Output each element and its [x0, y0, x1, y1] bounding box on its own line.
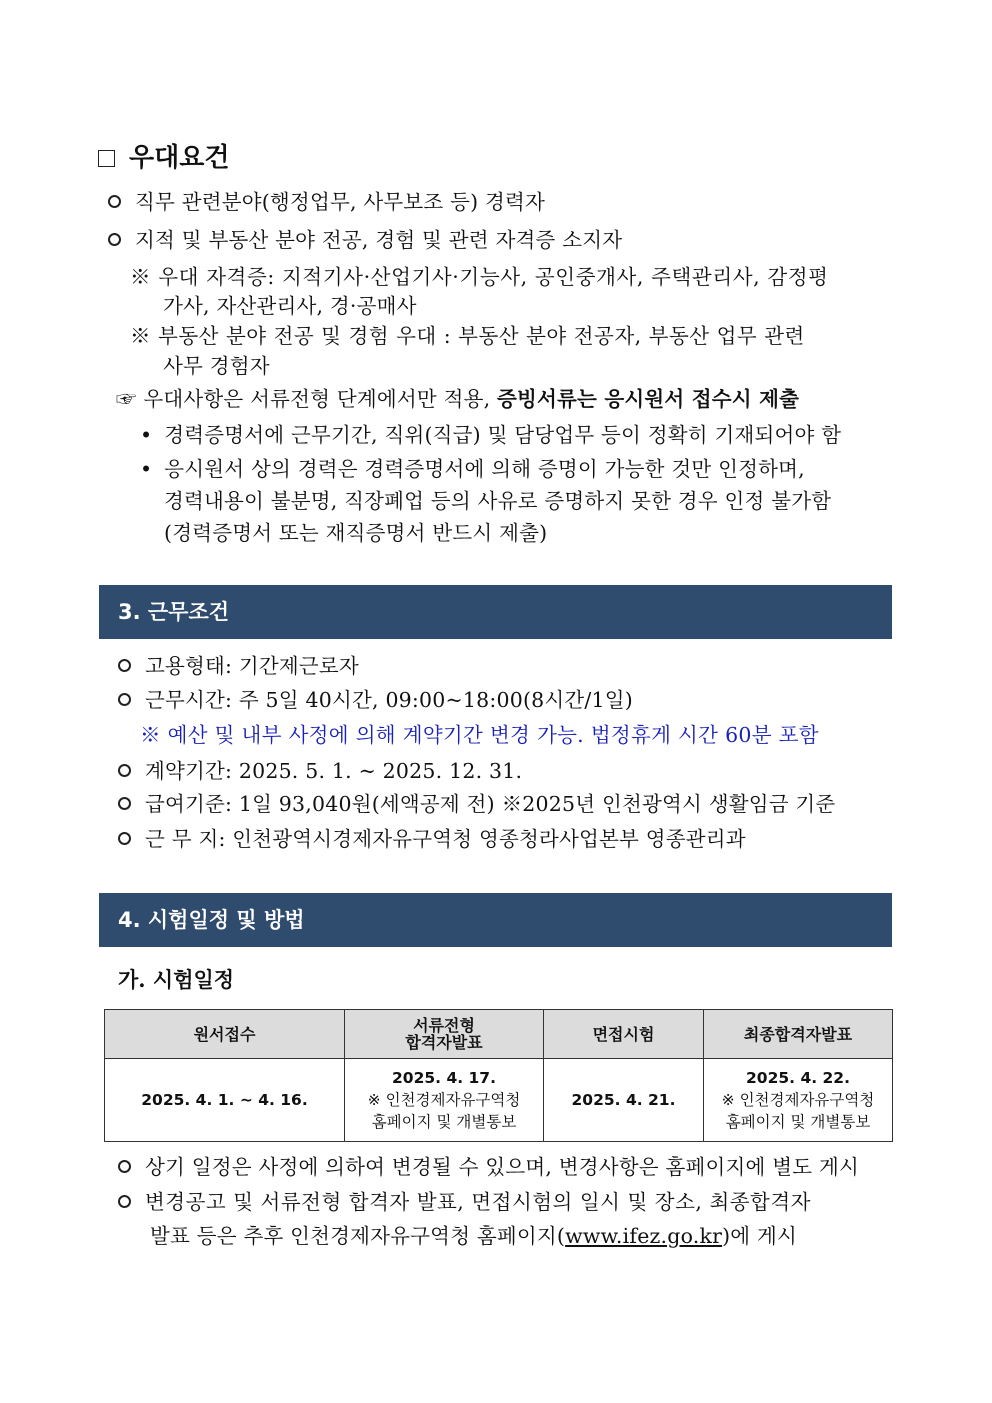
- schedule-header-row: [105, 1010, 893, 1059]
- pref-item-2: 지적 및 부동산 분야 전공, 경험 및 관련 자격증 소지자: [108, 225, 622, 255]
- td-final-result: 2025. 4. 22. ※ 인천경제자유구역청 홈페이지 및 개별통보: [704, 1059, 893, 1142]
- pref-item-1: 직무 관련분야(행정업무, 사무보조 등) 경력자: [108, 187, 545, 217]
- th-final-announcement: 최종합격자발표: [704, 1010, 893, 1059]
- circle-bullet-icon: [118, 797, 131, 810]
- pref-bullet-2-cont-2: (경력증명서 또는 재직증명서 반드시 제출): [164, 521, 548, 545]
- th-application: 원서접수: [105, 1010, 345, 1059]
- pref-bullet-2: • 응시원서 상의 경력은 경력증명서에 의해 증명이 가능한 것만 인정하며,: [140, 457, 805, 481]
- th-interview: 면접시험: [544, 1010, 704, 1059]
- td-interview-date: 2025. 4. 21.: [544, 1059, 704, 1142]
- s3-item-2: 근무시간: 주 5일 40시간, 09:00~18:00(8시간/1일): [118, 685, 633, 715]
- s3-item-1: 고용형태: 기간제근로자: [118, 651, 359, 681]
- pref-apply-note: ☞ 우대사항은 서류전형 단계에서만 적용, 증빙서류는 응시원서 접수시 제출: [116, 387, 800, 411]
- schedule-data-row: [105, 1059, 893, 1142]
- pref-note-1: ※ 우대 자격증: 지적기사·산업기사·기능사, 공인중개사, 주택관리사, 감정평: [130, 265, 829, 289]
- pref-note-2: ※ 부동산 분야 전공 및 경험 우대 : 부동산 분야 전공자, 부동산 업무 관련: [130, 324, 805, 348]
- circle-bullet-icon: [118, 693, 131, 706]
- circle-bullet-icon: [118, 1160, 131, 1173]
- dot-bullet-icon: •: [140, 457, 153, 481]
- pref-apply-bold: 증빙서류는 응시원서 접수시 제출: [497, 387, 800, 411]
- ifez-homepage-link[interactable]: www.ifez.go.kr: [565, 1224, 723, 1248]
- circle-bullet-icon: [118, 832, 131, 845]
- s4-after-1: 상기 일정은 사정에 의하여 변경될 수 있으며, 변경사항은 홈페이지에 별도 게시: [118, 1152, 859, 1182]
- circle-bullet-icon: [108, 233, 121, 246]
- s3-item-5: 근 무 지: 인천광역시경제자유구역청 영종청라사업본부 영종관리과: [118, 824, 746, 854]
- pref-bullet-1: • 경력증명서에 근무기간, 직위(직급) 및 담당업무 등이 정확히 기재되어야 함: [140, 423, 842, 447]
- dot-bullet-icon: •: [140, 423, 153, 447]
- s3-note: ※ 예산 및 내부 사정에 의해 계약기간 변경 가능. 법정휴게 시간 60분 포함: [140, 723, 819, 747]
- s3-item-3: 계약기간: 2025. 5. 1. ~ 2025. 12. 31.: [118, 756, 522, 786]
- td-application-period: 2025. 4. 1. ~ 4. 16.: [105, 1059, 345, 1142]
- s4-after-2: 변경공고 및 서류전형 합격자 발표, 면접시험의 일시 및 장소, 최종합격자: [118, 1187, 811, 1217]
- th-document-screening: 서류전형 합격자발표: [345, 1010, 544, 1059]
- pref-note-2-cont: 사무 경험자: [163, 354, 270, 378]
- circle-bullet-icon: [108, 195, 121, 208]
- pref-note-1-cont: 가사, 자산관리사, 경·공매사: [163, 294, 417, 318]
- pref-title: 우대요건: [129, 143, 230, 173]
- circle-bullet-icon: [118, 764, 131, 777]
- pref-heading: [98, 137, 229, 174]
- circle-bullet-icon: [118, 659, 131, 672]
- schedule-table: [104, 1009, 893, 1142]
- section4-header: 4. 시험일정 및 방법: [99, 893, 892, 947]
- s3-item-4: 급여기준: 1일 93,040원(세액공제 전) ※2025년 인천광역시 생활임금 기준: [118, 789, 835, 819]
- section3-header: 3. 근무조건: [99, 585, 892, 639]
- circle-bullet-icon: [118, 1195, 131, 1208]
- checkbox-square-icon: [98, 150, 115, 167]
- pref-bullet-2-cont-1: 경력내용이 불분명, 직장폐업 등의 사유로 증명하지 못한 경우 인정 불가함: [164, 489, 832, 513]
- s4-subheading: 가. 시험일정: [118, 967, 235, 992]
- s4-after-2-cont: 발표 등은 추후 인천경제자유구역청 홈페이지(www.ifez.go.kr)에 게시: [150, 1224, 798, 1248]
- td-document-result: 2025. 4. 17. ※ 인천경제자유구역청 홈페이지 및 개별통보: [345, 1059, 544, 1142]
